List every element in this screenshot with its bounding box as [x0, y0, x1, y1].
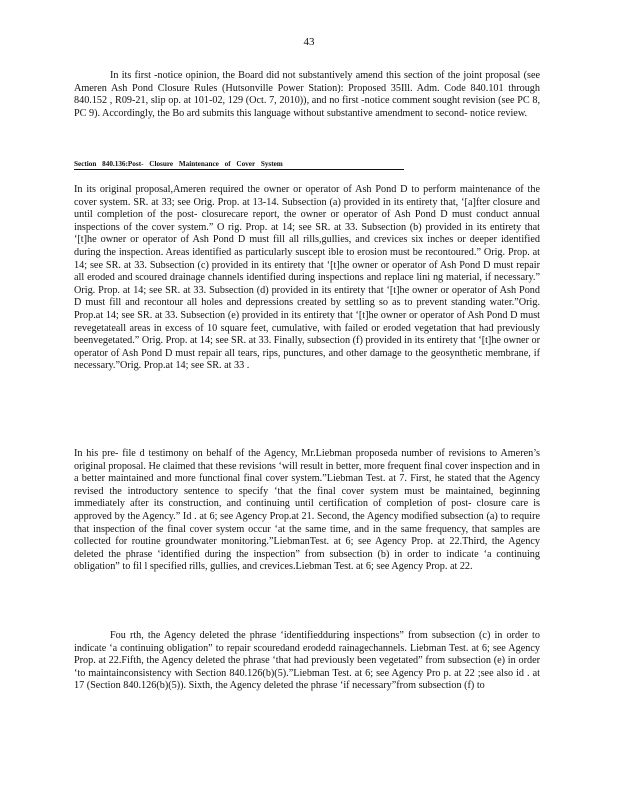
- paragraph-agency-deletions: Fou rth, the Agency deleted the phrase ‘identifiedduring inspections” from subsection (c) in order to indicate ‘a continuing obligation” to repair scouredand erodedd rainagechannels. Liebman Test. at 6; see Agency Prop. at 22.Fifth, the Agency deleted the phrase ‘that had previously been vegetated” from subsection (e) in order ‘to maintainconsistency with Section 840.126(b)(5).”Liebman Test. at 6; see Agency Pro p. at 22 ;see also id . at 17 (Section 840.126(b)(5)). Sixth, the Agency deleted the phrase ‘if necessary”from subsection (f) to: [74, 630, 540, 692]
- paragraph-ameren-original-proposal: In its original proposal,Ameren required the owner or operator of Ash Pond D to perform maintenance of the cover system. SR. at 33; see Orig. Prop. at 13-14. Subsection (a) provided in its entirety that, ‘[a]fter closure and until completion of the post- closurecare report, the owner or operator of Ash Pond D must conduct annual inspections of the cover system.” O rig. Prop. at 14; see SR. at 33. Subsection (b) provided in its entirety that ‘[t]he owner or operator of Ash Pond D must fill all rills,gullies, and crevices six inches or deeper identified during the inspection. Areas identified as particularly suscept ible to erosion must be recontoured.” Orig. Prop. at 14; see SR. at 33. Subsection (c) provided in its entirety that ‘[t]he owner or operator of Ash Pond D must repair all eroded and scoured drainage channels identified during inspections and replace lini ng material, if necessary.” Orig. Prop. at 14; see SR. at 33. Subsection (d) provided in its entirety that ‘[t]he owner or operator of Ash Pond D must fill and recontour all holes and depressions created by settling so as to prevent standing water.”Orig. Prop.at 14; see SR. at 33. Subsection (e) provided in its entirety that ‘[t]he owner or operator of Ash Pond D must revegetateall areas in excess of 10 square feet, cumulative, with failed or eroded vegetation that had previously beenvegetated.” Orig. Prop. at 14; see SR. at 33. Finally, subsection (f) provided in its entirety that ‘[t]he owner or operator of Ash Pond D must repair all tears, rips, punctures, and other damage to the geosynthetic membrane, if necessary.”Orig. Prop.at 14; see SR. at 33 .: [74, 184, 540, 372]
- paragraph-board-first-notice: In its first -notice opinion, the Board did not substantively amend this section of the joint proposal (see Ameren Ash Pond Closure Rules (Hutsonville Power Station): Proposed 35Ill. Adm. Code 840.101 through 840.152 , R09-21, slip op. at 101-02, 129 (Oct. 7, 2010)), and no first -notice comment sought revision (see PC 8, PC 9). Accordingly, the Bo ard submits this language without substantive amendment to second- notice review.: [74, 70, 540, 119]
- section-heading: Section 840.136:Post- Closure Maintenance of Cover System: [74, 160, 404, 170]
- paragraph-liebman-testimony: In his pre- file d testimony on behalf of the Agency, Mr.Liebman proposeda number of revisions to Ameren’s original proposal. He claimed that these revisions ‘will result in better, more frequent final cover inspection and in a better maintained and more functional final cover system.”Liebman Test. at 7. First, he stated that the Agency revised the introductory sentence to specify ‘that the final cover system must be maintained, beginning immediately after its construction, and continuing until certification of completion of post- closure care is approved by the Agency.” Id . at 6; see Agency Prop.at 21. Second, the Agency modified subsection (a) to require that inspection of the final cover system occur ‘at the same time, and in the same frequency, that samples are collected for routine groundwater monitoring.”LiebmanTest. at 6; see Agency Prop. at 22.Third, the Agency deleted the phrase ‘identified during the inspection” from subsection (b) in order to indicate ‘a continuing obligation” to fil l specified rills, gullies, and crevices.Liebman Test. at 6; see Agency Prop. at 22.: [74, 448, 540, 573]
- page-number: 43: [303, 36, 315, 48]
